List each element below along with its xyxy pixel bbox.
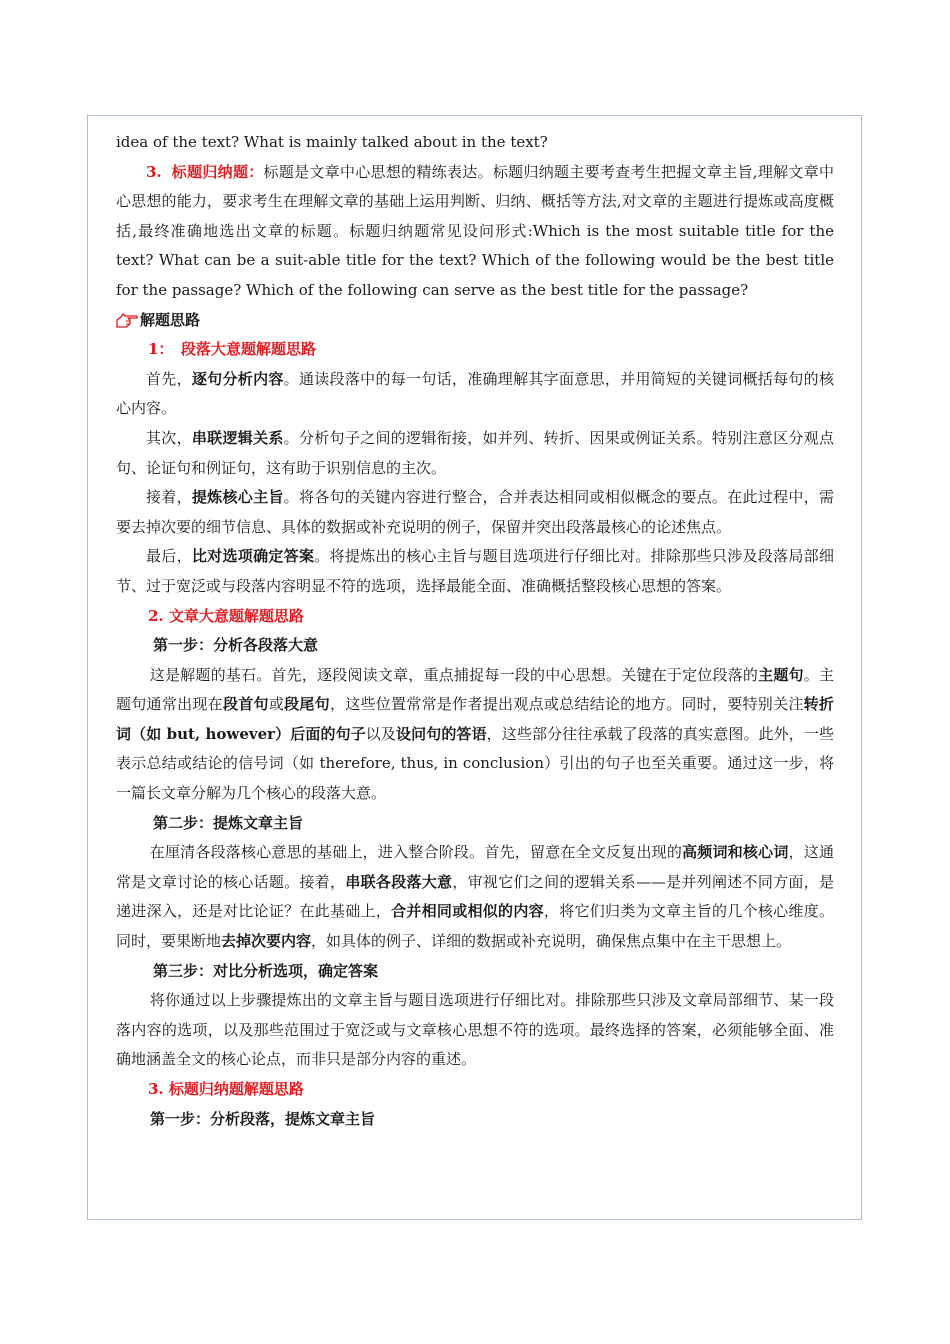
s1-p2-key: 串联逻辑关系: [191, 428, 284, 447]
bold-run: 串联各段落大意: [345, 872, 453, 891]
text-run: ，如具体的例子、详细的数据或补充说明，确保焦点集中在主干思想上。: [311, 932, 792, 951]
item-number: 3.: [146, 162, 162, 181]
text-run: 这是解题的基石。首先，逐段阅读文章，重点捕捉每一段的中心思想。关键在于定位段落的: [149, 665, 759, 684]
text-run: ，这些位置常常是作者提出观点或总结结论的地方。同时，要特别关注: [329, 695, 804, 714]
text-run: 以及: [365, 724, 397, 743]
bold-run: 去掉次要内容: [221, 932, 312, 951]
s1-p1-key: 逐句分析内容: [191, 369, 284, 388]
s2-step2-heading: 第二步：提炼文章主旨: [153, 813, 304, 832]
s1-p4-key: 比对选项确定答案: [191, 547, 315, 566]
s2-step1-heading: 第一步：分析各段落大意: [153, 636, 319, 655]
s1-paragraph-4: [116, 542, 834, 601]
paragraph-title-question: [116, 158, 834, 306]
section-title: 解题思路: [140, 310, 201, 329]
text-run: ，这通常是文章讨论的核心话题。接着，: [116, 843, 834, 891]
s3-heading: 3. 标题归纳题解题思路: [148, 1080, 304, 1098]
item-text: 标题是文章中心思想的精练表达。标题归纳题主要考查考生把握文章主旨,理解文章中心思想的能力，要求考生在理解文章的基础上运用判断、归纳、概括等方法,对文章的主题进行提炼或高度概括,最终准确地选出文章的标题。标题归纳题常见设问形式:Which is the most suitable title for the text? What can be a suit-able title for the text? Which of the following would be the best title for the passage? Which of the following can serve as the best title for the passage?: [116, 162, 834, 299]
pointing-hand-icon: [116, 311, 138, 329]
s1-p3-lead: 接着，: [146, 488, 192, 507]
bold-run: 高频词和核心词: [682, 843, 789, 862]
bold-run: 主题句: [758, 665, 804, 684]
s1-heading: 1： 段落大意题解题思路: [148, 340, 316, 359]
s1-p2-text: 。分析句子之间的逻辑衔接，如并列、转折、因果或例证关系。特别注意区分观点句、论证句和例证句，这有助于识别信息的主次。: [116, 428, 834, 477]
s2-step3-heading: 第三步：对比分析选项，确定答案: [153, 961, 379, 980]
bold-run: 设问句的答语: [396, 724, 487, 743]
paragraph-intro-tail: idea of the text? What is mainly talked about in the text?: [116, 133, 548, 151]
bold-run: 段首句: [222, 695, 269, 714]
s1-p2-lead: 其次，: [146, 428, 192, 447]
bold-run: 转折词（如 but, however）后面的句子: [116, 695, 834, 743]
s2-step2-paragraph: [116, 838, 834, 956]
s1-paragraph-3: [116, 483, 834, 542]
s2-step3-paragraph: 将你通过以上步骤提炼出的文章主旨与题目选项进行仔细比对。排除那些只涉及文章局部细节、某一段落内容的选项，以及那些范围过于宽泛或与文章核心思想不符的选项。最终选择的答案，必须能够全面、准确地涵盖全文的核心论点，而非只是部分内容的重述。: [116, 991, 834, 1069]
s1-p4-lead: 最后，: [146, 547, 192, 566]
text-run: ，这些部分往往承载了段落的真实意图。此外，一些表示总结或结论的信号词（如 therefore, thus, in conclusion）引出的句子也至关重要。通过这一步，将一篇长文章分解为几个核心的段落大意。: [116, 724, 834, 803]
bold-run: 段尾句: [284, 695, 330, 714]
item-label: 标题归纳题：: [171, 162, 264, 181]
section-heading: [116, 306, 834, 336]
bold-run: 合并相同或相似的内容: [391, 902, 544, 921]
s1-paragraph-2: [116, 424, 834, 483]
s1-p3-key: 提炼核心主旨: [191, 488, 284, 507]
text-run: ，审视它们之间的逻辑关系——是并列阐述不同方面，是递进深入，还是对比论证？在此基础上，: [116, 872, 834, 921]
text-run: 或: [268, 695, 285, 714]
document-body: [116, 128, 834, 1134]
s2-heading: 2. 文章大意题解题思路: [148, 606, 304, 625]
s1-p1-lead: 首先，: [146, 369, 192, 388]
text-run: 。主题句通常出现在: [116, 665, 834, 714]
s3-step1-heading: 第一步：分析段落，提炼文章主旨: [150, 1109, 376, 1128]
s2-step1-paragraph: [116, 661, 834, 809]
s1-p3-text: 。将各句的关键内容进行整合，合并表达相同或相似概念的要点。在此过程中，需要去掉次要的细节信息、具体的数据或补充说明的例子，保留并突出段落最核心的论述焦点。: [116, 488, 834, 536]
text-run: 在厘清各段落核心意思的基础上，进入整合阶段。首先，留意在全文反复出现的: [149, 843, 683, 862]
s1-p4-text: 。将提炼出的核心主旨与题目选项进行仔细比对。排除那些只涉及段落局部细节、过于宽泛或与段落内容明显不符的选项，选择最能全面、准确概括整段核心思想的答案。: [116, 547, 834, 595]
s1-p1-text: 。通读段落中的每一句话，准确理解其字面意思，并用简短的关键词概括每句的核心内容。: [116, 369, 834, 418]
text-run: ，将它们归类为文章主旨的几个核心维度。同时，要果断地: [116, 902, 834, 951]
s1-paragraph-1: [116, 365, 834, 424]
